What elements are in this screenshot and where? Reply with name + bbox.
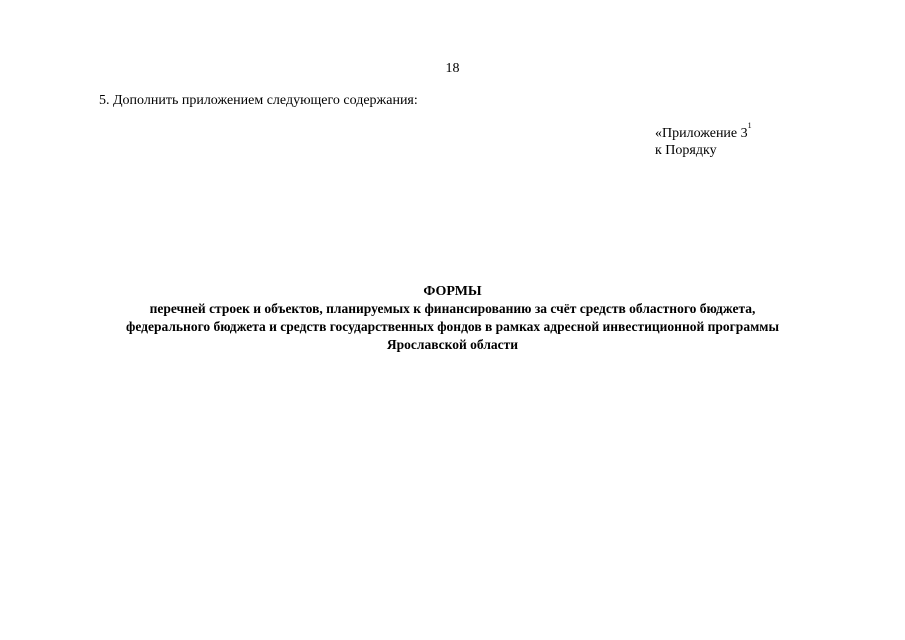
page-number: 18 <box>445 61 460 76</box>
appendix-reference <box>655 121 752 159</box>
form-title: ФОРМЫ <box>423 284 482 299</box>
instruction-text: 5. Дополнить приложением следующего содержания: <box>99 93 418 108</box>
appendix-superscript: 1 <box>747 121 752 131</box>
appendix-title-text: «Приложение 3 <box>655 126 748 141</box>
form-subtitle-line: федерального бюджета и средств государственных фондов в рамках адресной инвестиционной программы <box>125 319 779 334</box>
appendix-order-ref: к Порядку <box>655 143 717 158</box>
form-subtitle-line: перечней строек и объектов, планируемых к финансированию за счёт средств областного бюджета, <box>149 301 756 316</box>
appendix-title <box>655 121 752 142</box>
form-subtitle-line: Ярославской области <box>386 337 519 352</box>
form-subtitle <box>60 300 845 354</box>
